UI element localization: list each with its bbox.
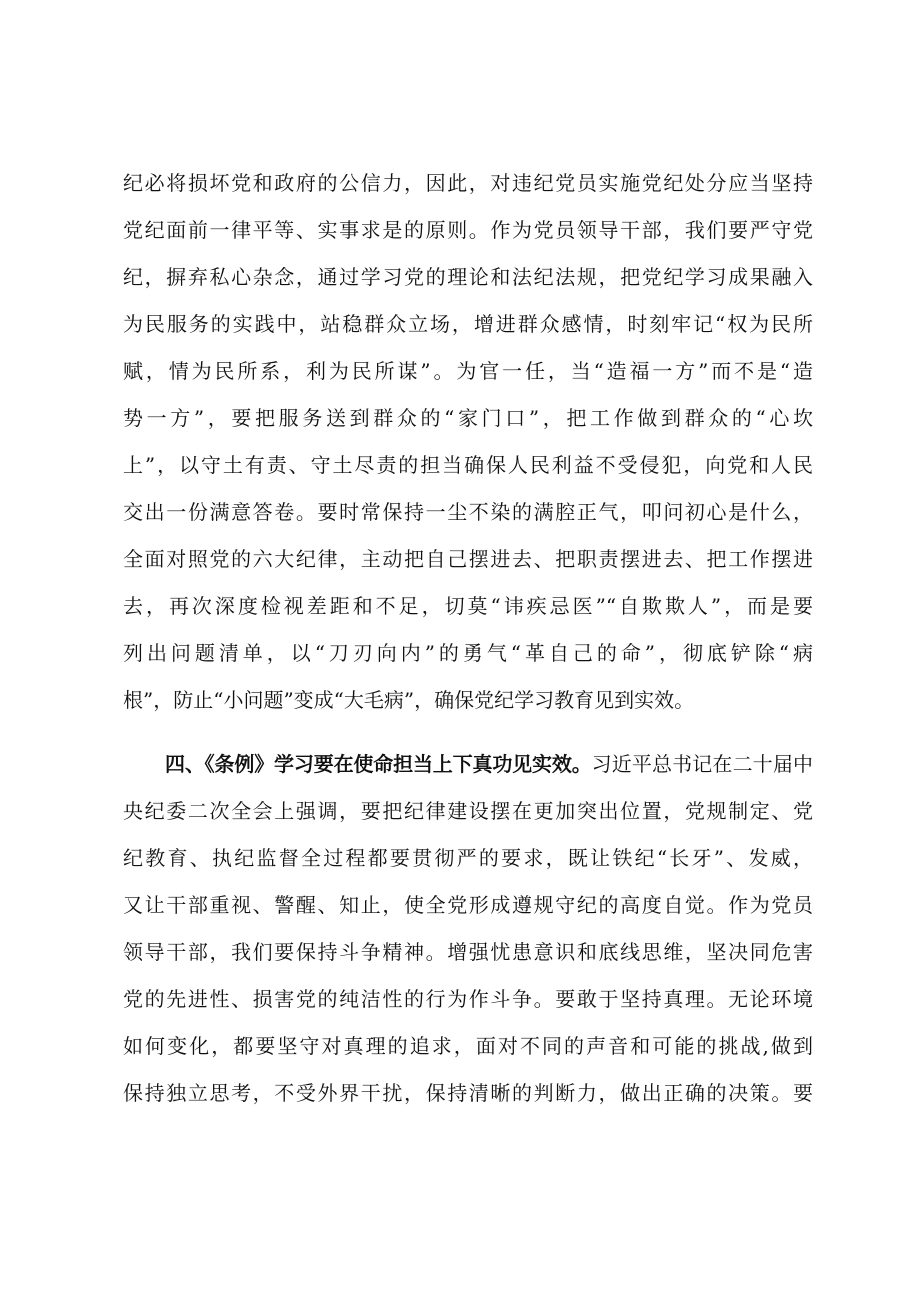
text-line: 又让干部重视、警醒、知止，使全党形成遵规守纪的高度自觉。作为党员 [123, 893, 813, 917]
paragraph-2 [123, 741, 813, 1117]
text-line: 党纪面前一律平等、实事求是的原则。作为党员领导干部，我们要严守党 [123, 218, 813, 242]
text-line: 为民服务的实践中，站稳群众立场，增进群众感情，时刻牢记“权为民所 [123, 312, 813, 336]
paragraph-first-line [123, 741, 813, 788]
text-line: 根”，防止“小问题”变成“大毛病”，确保党纪学习教育见到实效。 [123, 688, 695, 712]
text-line: 党的先进性、损害党的纯洁性的行为作斗争。要敢于坚持真理。无论环境 [123, 987, 813, 1011]
text-line: 纪必将损坏党和政府的公信力，因此，对违纪党员实施党纪处分应当坚持 [123, 171, 813, 195]
text-line: 交出一份满意答卷。要时常保持一尘不染的满腔正气，叩问初心是什么， [123, 500, 813, 524]
text-line: 保持独立思考，不受外界干扰，保持清晰的判断力，做出正确的决策。要 [123, 1081, 813, 1105]
text-line: 如何变化，都要坚守对真理的追求，面对不同的声音和可能的挑战,做到 [123, 1034, 813, 1058]
text-line: 全面对照党的六大纪律，主动把自己摆进去、把职责摆进去、把工作摆进 [123, 547, 813, 571]
text-line: 上”，以守土有责、守土尽责的担当确保人民利益不受侵犯，向党和人民 [123, 453, 813, 477]
text-line: 去，再次深度检视差距和不足，切莫“讳疾忌医”“自欺欺人”，而是要 [123, 594, 813, 618]
text-line: 势一方”，要把服务送到群众的“家门口”，把工作做到群众的“心坎 [123, 406, 813, 430]
text-line: 纪，摒弃私心杂念，通过学习党的理论和法纪法规，把党纪学习成果融入 [123, 265, 813, 289]
text-line: 纪教育、执纪监督全过程都要贯彻严的要求，既让铁纪“长牙”、发威， [123, 846, 813, 870]
text-line: 赋，情为民所系，利为民所谋”。为官一任，当“造福一方”而不是“造 [123, 359, 813, 383]
text-line: 列出问题清单，以“刀刃向内”的勇气“革自己的命”，彻底铲除“病 [123, 641, 813, 665]
section-heading: 四、《条例》学习要在使命担当上下真功见实效。 [165, 752, 592, 776]
heading-continuation: 习近平总书记在二十届中 [591, 752, 813, 776]
paragraph-1 [123, 160, 813, 724]
text-line: 央纪委二次全会上强调，要把纪律建设摆在更加突出位置，党规制定、党 [123, 799, 813, 823]
text-line: 领导干部，我们要保持斗争精神。增强忧患意识和底线思维，坚决同危害 [123, 940, 813, 964]
